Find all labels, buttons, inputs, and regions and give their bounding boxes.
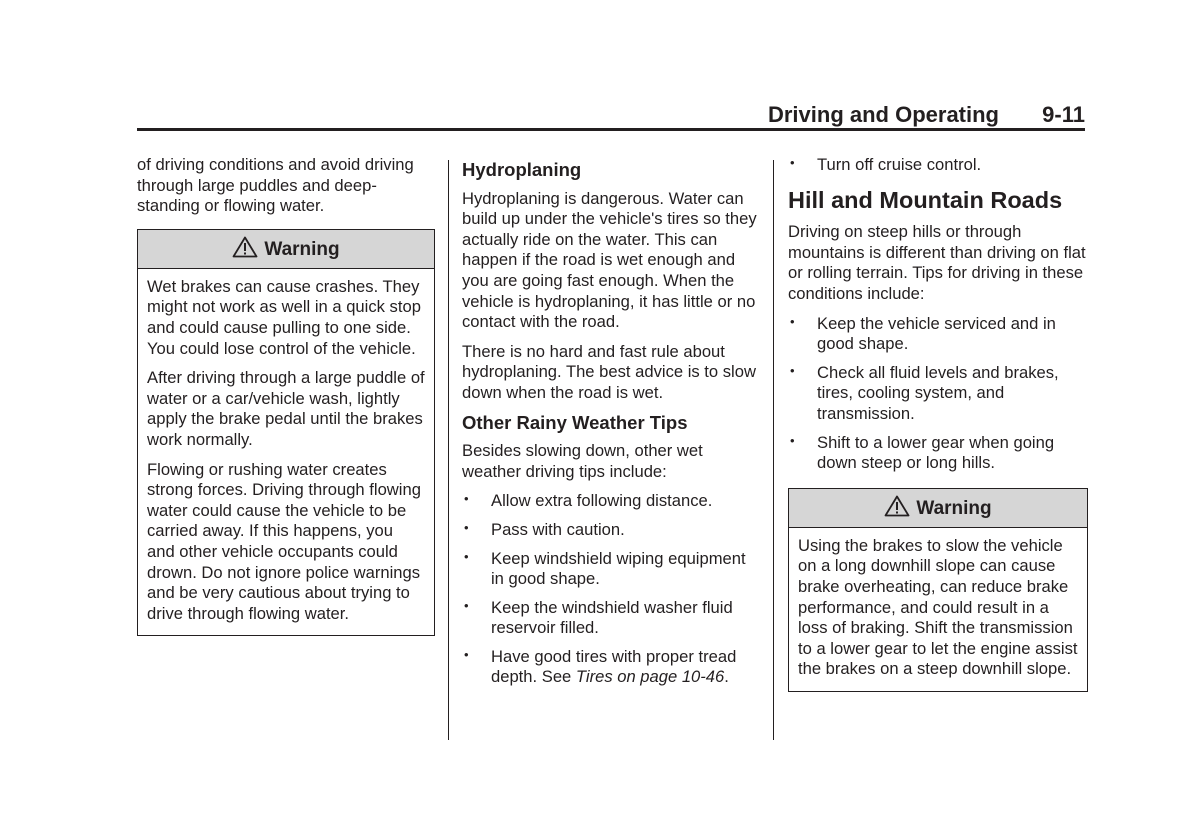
page-header bbox=[137, 100, 1085, 130]
list-item: • Check all fluid levels and brakes, tires, cooling system, and transmission. bbox=[790, 362, 1059, 423]
bullet-icon: • bbox=[464, 519, 469, 535]
header-rule bbox=[137, 128, 1085, 131]
warning-paragraph: Using the brakes to slow the vehicle on a long downhill slope can cause brake overheating, can reduce brake performance, and could result in a loss of braking. Shift the transmission to a lower gear to let the engine assist the brakes on a steep downhill slope. bbox=[798, 535, 1078, 679]
bullet-icon: • bbox=[464, 491, 469, 507]
hydroplaning-paragraph: There is no hard and fast rule about hydroplaning. The best advice is to slow down when the road is wet. bbox=[462, 341, 756, 402]
page-number: 9-11 bbox=[1042, 102, 1085, 127]
chapter-title: Driving and Operating bbox=[767, 102, 999, 127]
warning-paragraph: Wet brakes can cause crashes. They might not work as well in a quick stop and could cause pulling to one side. You could lose control of the vehicle. bbox=[147, 276, 421, 358]
warning-header bbox=[789, 489, 1087, 528]
list-item: • Allow extra following distance. bbox=[464, 491, 713, 511]
bullet-icon: • bbox=[790, 432, 795, 448]
continued-paragraph: of driving conditions and avoid driving through large puddles and deep-standing or flowing water. bbox=[137, 155, 414, 216]
bullet-icon: • bbox=[790, 313, 795, 329]
column-3 bbox=[788, 155, 1088, 692]
list-item: • Shift to a lower gear when going down steep or long hills. bbox=[790, 432, 1055, 473]
list-item: • Keep windshield wiping equipment in good shape. bbox=[464, 548, 746, 589]
list-item: • Turn off cruise control. bbox=[790, 155, 982, 174]
bullet-icon: • bbox=[464, 597, 469, 613]
warning-paragraph: After driving through a large puddle of water or a car/vehicle wash, lightly apply the brake pedal until the brakes work normally. bbox=[147, 368, 425, 449]
warning-triangle-icon bbox=[232, 236, 258, 258]
warning-title: Warning bbox=[916, 497, 992, 519]
warning-box bbox=[137, 229, 435, 637]
bullet-icon: • bbox=[790, 362, 795, 378]
warning-body bbox=[789, 528, 1087, 691]
list-item: • Have good tires with proper tread depth. See Tires on page 10-46. bbox=[464, 646, 737, 687]
warning-paragraph: Flowing or rushing water creates strong forces. Driving through flowing water could cause the vehicle to be carried away. If this happens, you and other vehicle occupants could drown. Do not ignore police warnings and be very cautious about trying to drive through flowing water. bbox=[147, 459, 421, 623]
warning-triangle-icon bbox=[884, 495, 910, 517]
warning-header bbox=[138, 230, 434, 269]
continued-list bbox=[788, 155, 1088, 176]
column-divider bbox=[448, 160, 449, 740]
rainy-tips-intro: Besides slowing down, other wet weather driving tips include: bbox=[462, 441, 703, 481]
bullet-icon: • bbox=[464, 548, 469, 564]
tires-cross-reference-link[interactable]: Tires on page 10-46 bbox=[575, 667, 725, 687]
warning-body bbox=[138, 269, 434, 636]
list-item: • Keep the vehicle serviced and in good shape. bbox=[790, 313, 1056, 354]
column-2 bbox=[462, 155, 762, 696]
column-1 bbox=[137, 155, 435, 636]
list-item: • Keep the windshield washer fluid reservoir filled. bbox=[464, 597, 733, 638]
section-heading: Hill and Mountain Roads bbox=[788, 186, 1063, 213]
list-item: • Pass with caution. bbox=[464, 519, 625, 539]
rainy-tips-heading: Other Rainy Weather Tips bbox=[462, 411, 688, 433]
bullet-icon: • bbox=[464, 646, 469, 662]
column-divider bbox=[773, 160, 774, 740]
hill-tips-list bbox=[788, 314, 1088, 474]
hydroplaning-heading: Hydroplaning bbox=[462, 159, 582, 180]
warning-box bbox=[788, 488, 1088, 692]
section-intro: Driving on steep hills or through mountains is different than driving on flat or rolling terrain. Tips for driving in these conditions include: bbox=[788, 222, 1086, 303]
warning-title: Warning bbox=[264, 238, 340, 260]
hydroplaning-paragraph: Hydroplaning is dangerous. Water can build up under the vehicle's tires so they actually ride on the water. This can happen if the road is wet enough and you are going fast enough. When the vehicle is hydroplaning, it has little or no contact with the road. bbox=[462, 188, 757, 332]
rainy-tips-list bbox=[462, 491, 762, 688]
bullet-icon: • bbox=[790, 155, 795, 170]
